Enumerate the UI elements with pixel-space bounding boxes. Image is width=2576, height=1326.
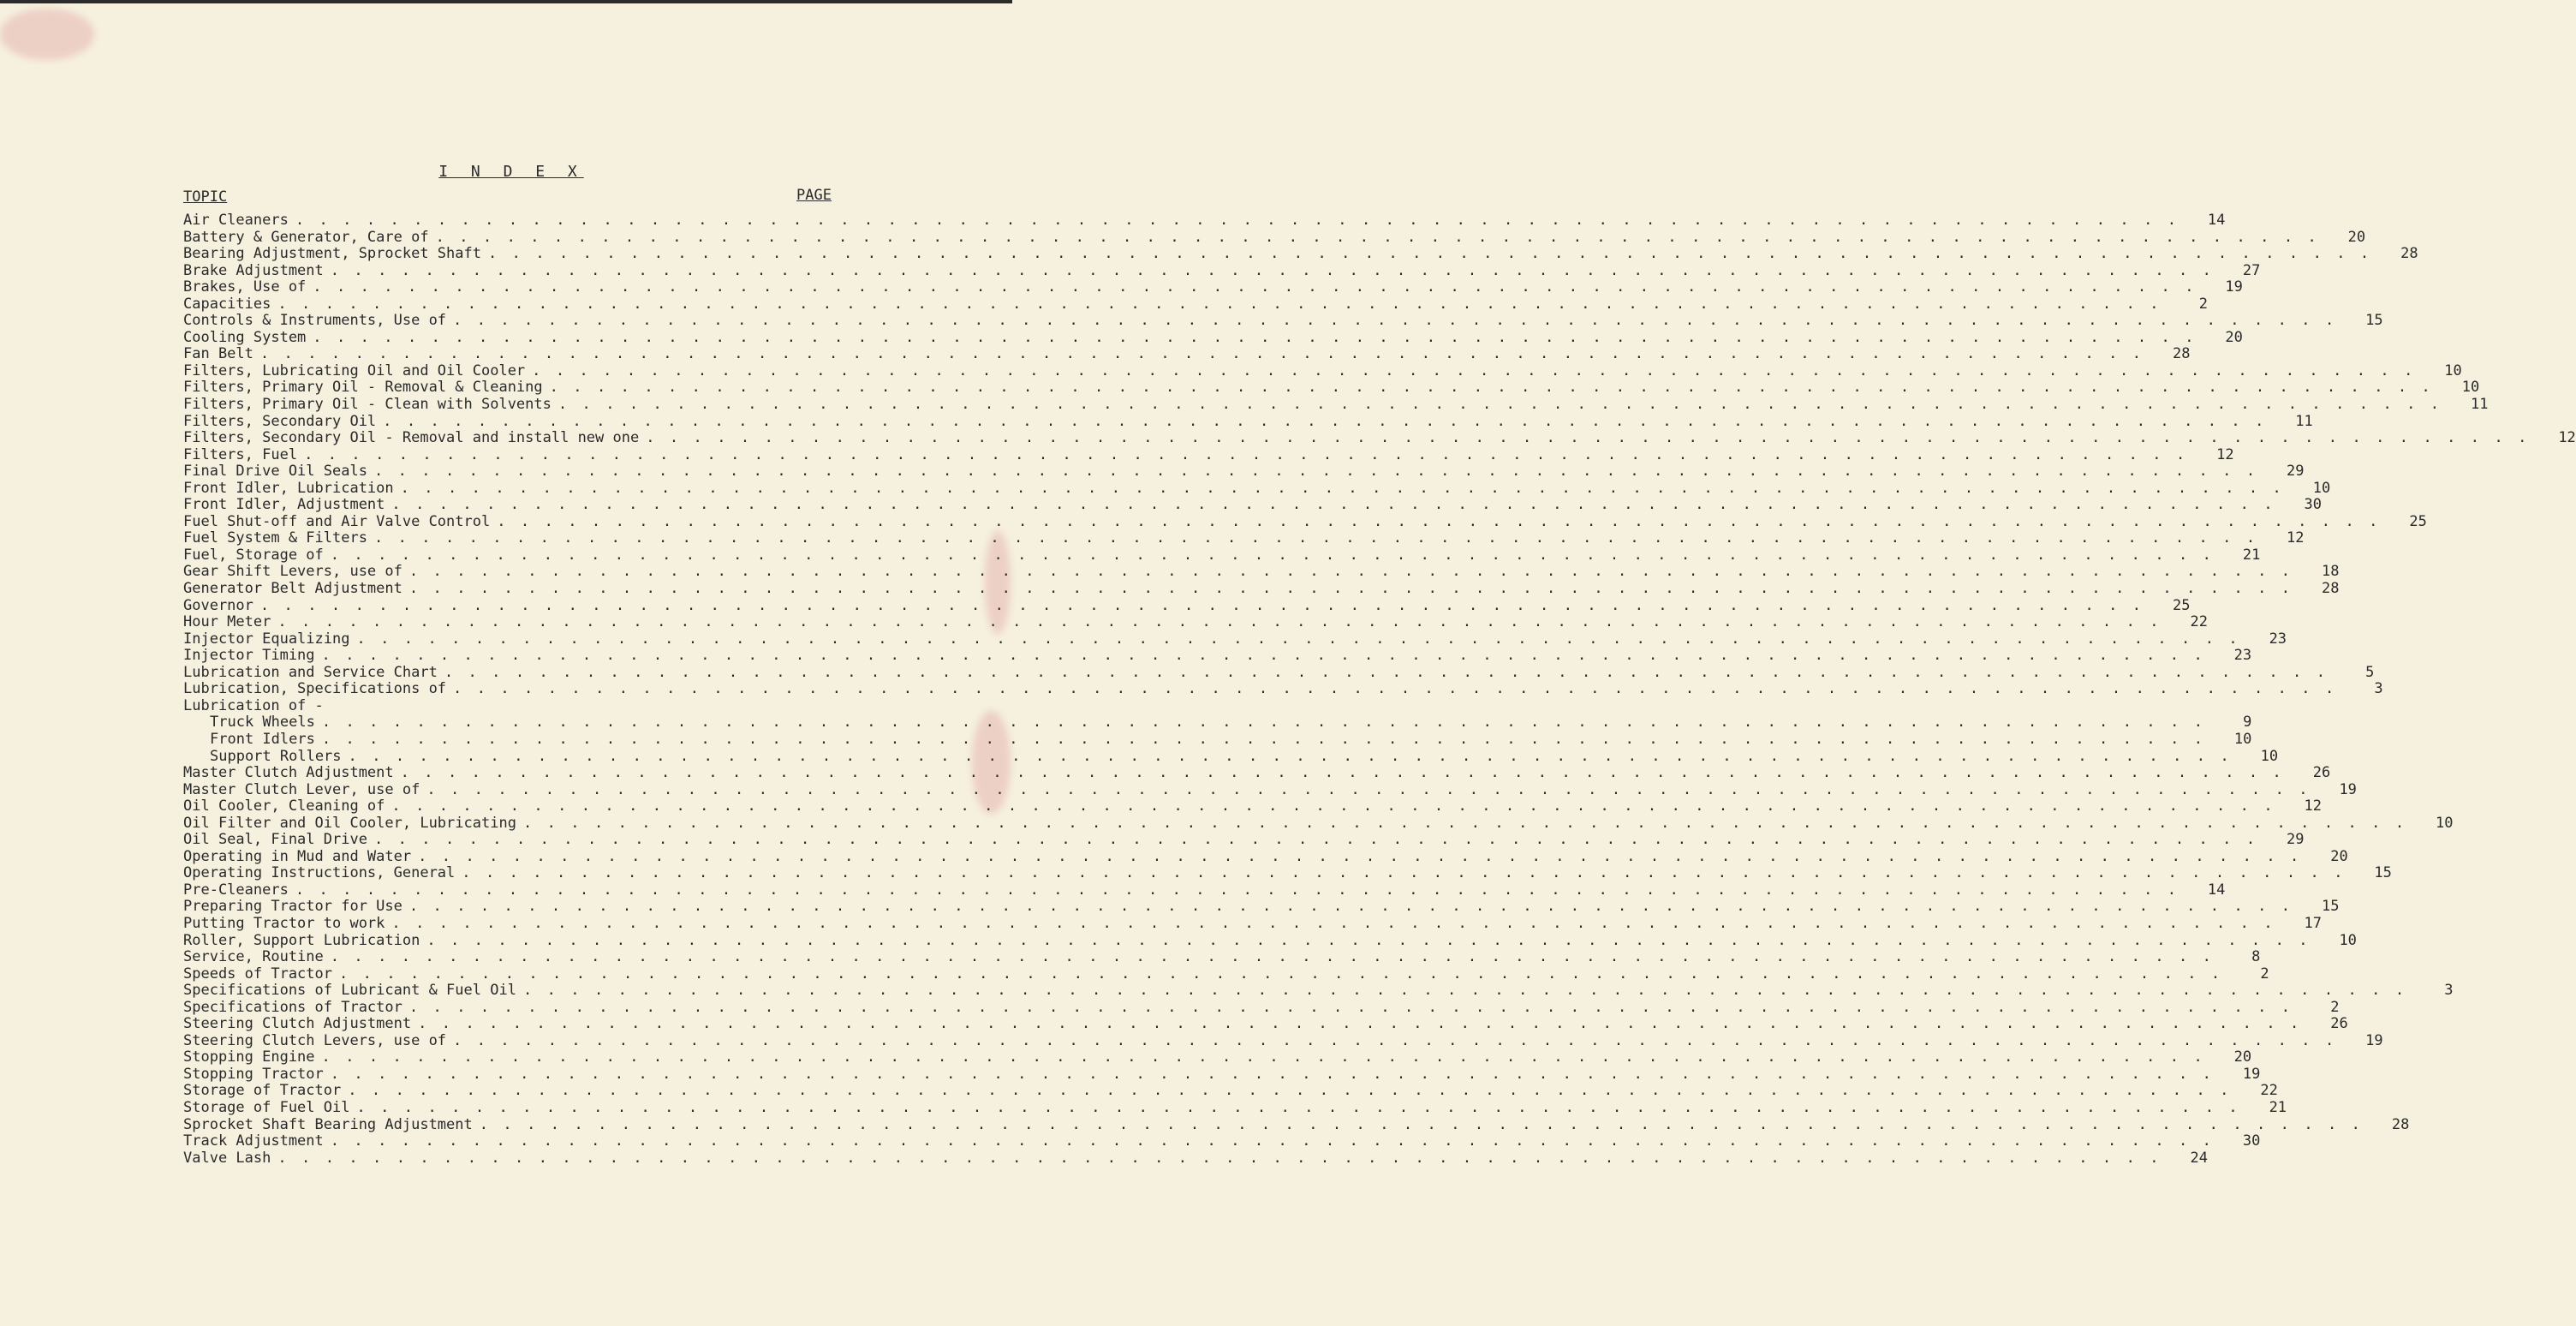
- index-entry-topic: Air Cleaners: [183, 212, 289, 229]
- index-entry: [183, 680, 2383, 698]
- index-entry-topic: Filters, Fuel: [183, 445, 298, 463]
- index-entry-page: 3: [2444, 982, 2454, 1000]
- index-entry-topic: Front Idler, Lubrication: [183, 479, 394, 497]
- index-entry: [183, 412, 2313, 431]
- dot-leader: . . . . . . . . . . . . . . . . . . . . . . . . . . . . . . . . . . . . . . . . . . . . . . . . . . . . . . . . . . . . . . . . . . . . . . . . . . . . . . . .: [330, 261, 2227, 279]
- index-entry-topic: Steering Clutch Adjustment: [183, 1015, 412, 1033]
- dot-leader: . . . . . . . . . . . . . . . . . . . . . . . . . . . . . . . . . . . . . . . . . . . . . . . . . . . . . . . . . . . . . . . . . . . . . . . . . . . . . . . .: [330, 1132, 2227, 1150]
- dot-leader: . . . . . . . . . . . . . . . . . . . . . . . . . . . . . . . . . . . . . . . . . . . . . . . . . . . . . . . . . . . . . . . . . . . . . . . . . . . . . . . .: [497, 512, 2393, 530]
- dot-leader: . . . . . . . . . . . . . . . . . . . . . . . . . . . . . . . . . . . . . . . . . . . . . . . . . . . . . . . . . . . . . . . . . . . . . . . . . . . . . . . .: [426, 780, 2323, 798]
- index-entry-page: 10: [2436, 814, 2454, 832]
- index-entry: [183, 881, 2226, 899]
- index-entry-topic: Gear Shift Levers, use of: [183, 563, 402, 581]
- index-entry-page: 21: [2269, 1098, 2287, 1116]
- index-entry: [183, 698, 834, 715]
- dot-leader: . . . . . . . . . . . . . . . . . . . . . . . . . . . . . . . . . . . . . . . . . . . . . . . . . . . . . . . . . . . . . . . . . . . . . . . . . . . . . . . .: [426, 931, 2323, 949]
- index-entry-page: 20: [2225, 328, 2243, 346]
- index-entry: [183, 445, 2234, 464]
- dot-leader: . . . . . . . . . . . . . . . . . . . . . . . . . . . . . . . . . . . . . . . . . . . . . . . . . . . . . . . . . . . . . . . . . . . . . . . . . . . . . . . .: [313, 278, 2209, 296]
- index-entry: [183, 780, 2357, 799]
- index-entry: [183, 361, 2462, 380]
- index-entry-topic: Brakes, Use of: [183, 278, 307, 296]
- index-entry: [183, 429, 2576, 447]
- index-entry: [183, 847, 2348, 866]
- dot-leader: . . . . . . . . . . . . . . . . . . . . . . . . . . . . . . . . . . . . . . . . . . . . . . . . . . . . . . . . . . . . . . . . . . . . . . . . . . . . . . . .: [408, 580, 2305, 598]
- index-entry-topic: Filters, Secondary Oil: [183, 412, 377, 430]
- page-top-edge: [0, 0, 1012, 3]
- index-entry-topic: Lubrication and Service Chart: [183, 663, 438, 681]
- dot-leader: . . . . . . . . . . . . . . . . . . . . . . . . . . . . . . . . . . . . . . . . . . . . . . . . . . . . . . . . . . . . . . . . . . . . . . . . . . . . . . . .: [373, 529, 2270, 547]
- index-entry-page: 15: [2365, 312, 2383, 330]
- index-entry-page: 12: [2216, 445, 2234, 463]
- index-entry-page: 20: [2330, 847, 2348, 865]
- index-entry-page: 29: [2287, 831, 2305, 849]
- index-entry: [183, 898, 2340, 916]
- index-entry-topic: Oil Filter and Oil Cooler, Lubricating: [183, 814, 516, 832]
- index-entry: [183, 529, 2305, 547]
- index-entry-topic: Filters, Primary Oil - Clean with Solvents: [183, 396, 552, 414]
- index-entry-topic: Oil Seal, Final Drive: [183, 831, 367, 849]
- index-entry-topic: Capacities: [183, 295, 271, 313]
- paper-stain: [0, 9, 94, 60]
- index-entry-page: 28: [2172, 345, 2191, 363]
- index-entry-topic: Steering Clutch Levers, use of: [183, 1031, 447, 1049]
- index-entry-topic: Specifications of Lubricant & Fuel Oil: [183, 982, 516, 1000]
- dot-leader: . . . . . . . . . . . . . . . . . . . . . . . . . . . . . . . . . . . . . . . . . . . . . . . . . . . . . . . . . . . . . . . . . . . . . . . . . . . . . . . .: [259, 345, 2156, 363]
- index-entry: [183, 396, 2489, 414]
- index-entry: [183, 998, 2340, 1017]
- dot-leader: . . . . . . . . . . . . . . . . . . . . . . . . . . . . . . . . . . . . . . . . . . . . . . . . . . . . . . . . . . . . . . . . . . . . . . . . . . . . . . . .: [453, 680, 2349, 698]
- index-entry: [183, 512, 2427, 531]
- dot-leader: . . . . . . . . . . . . . . . . . . . . . . . . . . . . . . . . . . . . . . . . . . . . . . . . . . . . . . . . . . . . . . . . . . . . . . . . . . . . . . . .: [259, 596, 2156, 614]
- index-entry-page: 14: [2207, 881, 2226, 899]
- index-entry: [183, 747, 2279, 766]
- index-entry-topic: Operating Instructions, General: [183, 864, 456, 882]
- dot-leader: . . . . . . . . . . . . . . . . . . . . . . . . . . . . . . . . . . . . . . . . . . . . . . . . . . . . . . . . . . . . . . . . . . . . . . . . . . . . . . . .: [400, 764, 2297, 782]
- index-entry-topic: Oil Cooler, Cleaning of: [183, 797, 385, 815]
- index-entry-topic: Generator Belt Adjustment: [183, 580, 402, 598]
- dot-leader: . . . . . . . . . . . . . . . . . . . . . . . . . . . . . . . . . . . . . . . . . . . . . . . . . . . . . . . . . . . . . . . . . . . . . . . . . . . . . . . .: [522, 982, 2419, 1000]
- index-entry: [183, 463, 2305, 481]
- index-entry-topic: Front Idler, Adjustment: [183, 496, 385, 514]
- index-entry: [183, 1132, 2261, 1150]
- index-entry-topic: Preparing Tractor for Use: [183, 898, 402, 916]
- index-entry-page: 22: [2260, 1082, 2278, 1100]
- index-entry: [183, 1115, 2410, 1134]
- index-entry: [183, 1082, 2278, 1100]
- dot-leader: . . . . . . . . . . . . . . . . . . . . . . . . . . . . . . . . . . . . . . . . . . . . . . . . . . . . . . . . . . . . . . . . . . . . . . . . . . . . . . . .: [313, 328, 2209, 346]
- index-entry: [183, 245, 2418, 263]
- dot-leader: . . . . . . . . . . . . . . . . . . . . . . . . . . . . . . . . . . . . . . . . . . . . . . . . . . . . . . . . . . . . . . . . . . . . . . . . . . . . . . . .: [277, 613, 2174, 631]
- index-entry-topic: Service, Routine: [183, 948, 324, 966]
- index-entry: [183, 663, 2375, 682]
- index-entry-page: 12: [2304, 797, 2322, 815]
- index-entry-topic: Master Clutch Adjustment: [183, 764, 394, 782]
- dot-leader: . . . . . . . . . . . . . . . . . . . . . . . . . . . . . . . . . . . . . . . . . . . . . . . . . . . . . . . . . . . . . . . . . . . . . . . . . . . . . . . .: [408, 563, 2305, 581]
- dot-leader: . . . . . . . . . . . . . . . . . . . . . . . . . . . . . . . . . . . . . . . . . . . . . . . . . . . . . . . . . . . . . . . . . . . . . . . . . . . . . . . .: [321, 647, 2218, 665]
- index-entry-page: 17: [2304, 914, 2322, 932]
- index-entry-topic: Fuel, Storage of: [183, 546, 324, 564]
- index-entry-topic: Front Idlers: [210, 730, 315, 748]
- index-entry-topic: Roller, Support Lubrication: [183, 931, 420, 949]
- index-entry: [183, 563, 2340, 581]
- index-entry-page: 26: [2312, 764, 2331, 782]
- index-entry-topic: Governor: [183, 596, 253, 614]
- dot-leader: . . . . . . . . . . . . . . . . . . . . . . . . . . . . . . . . . . . . . . . . . . . . . . . . . . . . . . . . . . . . . . . . . . . . . . . . . . . . . . . .: [356, 630, 2253, 648]
- dot-leader: . . . . . . . . . . . . . . . . . . . . . . . . . . . . . . . . . . . . . . . . . . . . . . . . . . . . . . . . . . . . . . . . . . . . . . . . . . . . . . . .: [321, 730, 2218, 748]
- dot-leader: . . . . . . . . . . . . . . . . . . . . . . . . . . . . . . . . . . . . . . . . . . . . . . . . . . . . . . . . . . . . . . . . . . . . . . . . . . . . . . . .: [373, 463, 2270, 481]
- index-entry-page: 24: [2190, 1149, 2208, 1167]
- dot-leader: . . . . . . . . . . . . . . . . . . . . . . . . . . . . . . . . . . . . . . . . . . . . . . . . . . . . . . . . . . . . . . . . . . . . . . . . . . . . . . . .: [488, 245, 2384, 263]
- index-entry: [183, 647, 2252, 665]
- index-entry-topic: Fuel System & Filters: [183, 529, 367, 547]
- dot-leader: . . . . . . . . . . . . . . . . . . . . . . . . . . . . . . . . . . . . . . . . . . . . . . . . . . . . . . . . . . . . . . . . . . . . . . . . . . . . . . . .: [391, 797, 2287, 815]
- dot-leader: . . . . . . . . . . . . . . . . . . . . . . . . . . . . . . . . . . . . . . . . . . . . . . . . . . . . . . . . . . . . . . . . . . . . . . . . . . . . . . . .: [522, 814, 2419, 832]
- dot-leader: . . . . . . . . . . . . . . . . . . . . . . . . . . . . . . . . . . . . . . . . . . . . . . . . . . . . . . . . . . . . . . . . . . . . . . . . . . . . . . . .: [408, 898, 2305, 916]
- index-entry-page: 30: [2242, 1132, 2261, 1150]
- index-entry-page: 23: [2233, 647, 2252, 665]
- index-entry-page: 15: [2321, 898, 2340, 916]
- index-entry-page: 27: [2242, 261, 2261, 279]
- index-entry-topic: Cooling System: [183, 328, 307, 346]
- index-entry-topic: Putting Tractor to work: [183, 914, 385, 932]
- dot-leader: . . . . . . . . . . . . . . . . . . . . . . . . . . . . . . . . . . . . . . . . . . . . . . . . . . . . . . . . . . . . . . . . . . . . . . . . . . . . . . . .: [549, 379, 2446, 397]
- index-entry-page: 21: [2242, 546, 2261, 564]
- index-entry: [183, 965, 2269, 983]
- index-entry-page: 10: [2312, 479, 2331, 497]
- index-entry-topic: Support Rollers: [210, 747, 342, 765]
- page-title: I N D E X: [438, 163, 584, 181]
- index-entry-page: 19: [2242, 1065, 2261, 1083]
- index-entry-topic: Stopping Tractor: [183, 1065, 324, 1083]
- index-entry-page: 8: [2251, 948, 2261, 966]
- index-entry-topic: Master Clutch Lever, use of: [183, 780, 420, 798]
- index-entry-page: 9: [2243, 714, 2252, 732]
- index-entry: [183, 714, 2252, 732]
- dot-leader: . . . . . . . . . . . . . . . . . . . . . . . . . . . . . . . . . . . . . . . . . . . . . . . . . . . . . . . . . . . . . . . . . . . . . . . . . . . . . . . .: [391, 496, 2287, 514]
- index-entry: [183, 596, 2191, 615]
- index-entry-page: 2: [2260, 965, 2269, 983]
- page-column-header: PAGE: [796, 187, 832, 204]
- index-entry-page: 19: [2225, 278, 2243, 296]
- index-entry-topic: Truck Wheels: [210, 714, 315, 732]
- index-list: [183, 212, 2576, 1167]
- index-entry: [183, 328, 2243, 347]
- topic-column-header: TOPIC: [183, 188, 228, 206]
- index-entry-page: 10: [2461, 379, 2480, 397]
- dot-leader: . . . . . . . . . . . . . . . . . . . . . . . . . . . . . . . . . . . . . . . . . . . . . . . . . . . . . . . . . . . . . . . . . . . . . . . . . . . . . . . .: [348, 1082, 2244, 1100]
- dot-leader: . . . . . . . . . . . . . . . . . . . . . . . . . . . . . . . . . . . . . . . . . . . . . . . . . . . . . . . . . . . . . . . . . . . . . . . . . . . . . . . .: [391, 914, 2287, 932]
- index-entry-page: 12: [2287, 529, 2305, 547]
- index-entry: [183, 1048, 2252, 1066]
- index-entry: [183, 914, 2322, 933]
- index-entry-page: 5: [2365, 663, 2375, 681]
- dot-leader: . . . . . . . . . . . . . . . . . . . . . . . . . . . . . . . . . . . . . . . . . . . . . . . . . . . . . . . . . . . . . . . . . . . . . . . . . . . . . . . .: [453, 1031, 2349, 1049]
- dot-leader: . . . . . . . . . . . . . . . . . . . . . . . . . . . . . . . . . . . . . . . . . . . . . . . . . . . . . . . . . . . . . . . . . . . . . . . . . . . . . . . .: [321, 1048, 2218, 1066]
- index-entry: [183, 261, 2261, 280]
- index-entry-topic: Fan Belt: [183, 345, 253, 363]
- index-entry-page: 20: [2347, 228, 2366, 246]
- dot-leader: . . . . . . . . . . . . . . . . . . . . . . . . . . . . . . . . . . . . . . . . . . . . . . . . . . . . . . . . . . . . . . . . . . . . . . . . . . . . . . . .: [418, 1015, 2314, 1033]
- index-entry: [183, 312, 2383, 330]
- dot-leader: . . . . . . . . . . . . . . . . . . . . . . . . . . . . . . . . . . . . . . . . . . . . . . . . . . . . . . . . . . . . . . . . . . . . . . . . . . . . . . . .: [400, 479, 2297, 497]
- index-entry: [183, 814, 2454, 833]
- index-entry: [183, 1065, 2261, 1084]
- index-entry-topic: Injector Timing: [183, 647, 315, 665]
- index-entry-page: 2: [2198, 295, 2208, 313]
- dot-leader: . . . . . . . . . . . . . . . . . . . . . . . . . . . . . . . . . . . . . . . . . . . . . . . . . . . . . . . . . . . . . . . . . . . . . . . . . . . . . . . .: [277, 1149, 2174, 1167]
- index-entry-page: 25: [2172, 596, 2191, 614]
- index-entry-page: 10: [2444, 361, 2462, 379]
- index-entry-page: 12: [2558, 429, 2576, 447]
- dot-leader: . . . . . . . . . . . . . . . . . . . . . . . . . . . . . . . . . . . . . . . . . . . . . . . . . . . . . . . . . . . . . . . . . . . . . . . . . . . . . . . .: [277, 295, 2174, 313]
- index-entry: [183, 1098, 2287, 1117]
- dot-leader: . . . . . . . . . . . . . . . . . . . . . . . . . . . . . . . . . . . . . . . . . . . . . . . . . . . . . . . . . . . . . . . . . . . . . . . . . . . . . . . .: [558, 396, 2454, 414]
- index-entry: [183, 228, 2366, 247]
- dot-leader: . . . . . . . . . . . . . . . . . . . . . . . . . . . . . . . . . . . . . . . . . . . . . . . . . . . . . . . . . . . . . . . . . . . . . . . . . . . . . . . .: [330, 948, 2227, 966]
- index-entry: [183, 613, 2208, 631]
- index-entry: [183, 797, 2322, 815]
- index-entry: [183, 864, 2392, 882]
- index-entry: [183, 345, 2191, 363]
- index-entry-topic: Brake Adjustment: [183, 261, 324, 279]
- dot-leader: . . . . . . . . . . . . . . . . . . . . . . . . . . . . . . . . . . . . . . . . . . . . . . . . . . . . . . . . . . . . . . . . . . . . . . . . . . . . . . . .: [435, 228, 2332, 246]
- index-entry-page: 25: [2409, 512, 2427, 530]
- index-entry: [183, 479, 2331, 498]
- index-entry-topic: Final Drive Oil Seals: [183, 463, 367, 481]
- index-entry-page: 3: [2374, 680, 2383, 698]
- dot-leader: . . . . . . . . . . . . . . . . . . . . . . . . . . . . . . . . . . . . . . . . . . . . . . . . . . . . . . . . . . . . . . . . . . . . . . . . . . . . . . . .: [418, 847, 2314, 865]
- index-entry-topic: Stopping Engine: [183, 1048, 315, 1066]
- index-entry: [183, 278, 2243, 296]
- index-entry-page: 14: [2207, 212, 2226, 229]
- index-entry-page: 20: [2233, 1048, 2252, 1066]
- index-entry-page: 23: [2269, 630, 2287, 648]
- index-entry-page: 30: [2304, 496, 2322, 514]
- dot-leader: . . . . . . . . . . . . . . . . . . . . . . . . . . . . . . . . . . . . . . . . . . . . . . . . . . . . . . . . . . . . . . . . . . . . . . . . . . . . . . . .: [295, 881, 2191, 899]
- index-entry: [183, 948, 2261, 966]
- index-entry-page: 28: [2400, 245, 2418, 263]
- dot-leader: . . . . . . . . . . . . . . . . . . . . . . . . . . . . . . . . . . . . . . . . . . . . . . . . . . . . . . . . . . . . . . . . . . . . . . . . . . . . . . . .: [479, 1115, 2376, 1133]
- index-entry-topic: Lubrication of -: [183, 696, 324, 714]
- index-entry-page: 28: [2391, 1115, 2410, 1133]
- dot-leader: . . . . . . . . . . . . . . . . . . . . . . . . . . . . . . . . . . . . . . . . . . . . . . . . . . . . . . . . . . . . . . . . . . . . . . . . . . . . . . . .: [330, 1065, 2227, 1083]
- dot-leader: . . . . . . . . . . . . . . . . . . . . . . . . . . . . . . . . . . . . . . . . . . . . . . . . . . . . . . . . . . . . . . . . . . . . . . . . . . . . . . . .: [383, 412, 2279, 430]
- index-entry: [183, 730, 2252, 749]
- index-entry: [183, 982, 2454, 1000]
- index-entry-topic: Lubrication, Specifications of: [183, 680, 447, 698]
- dot-leader: . . . . . . . . . . . . . . . . . . . . . . . . . . . . . . . . . . . . . . . . . . . . . . . . . . . . . . . . . . . . . . . . . . . . . . . . . . . . . . . .: [453, 312, 2349, 330]
- index-entry: [183, 1015, 2348, 1033]
- dot-leader: . . . . . . . . . . . . . . . . . . . . . . . . . . . . . . . . . . . . . . . . . . . . . . . . . . . . . . . . . . . . . . . . . . . . . . . . . . . . . . . .: [356, 1098, 2253, 1116]
- index-entry-page: 11: [2470, 396, 2489, 414]
- index-entry-page: 19: [2339, 780, 2357, 798]
- index-entry: [183, 580, 2340, 598]
- dot-leader: . . . . . . . . . . . . . . . . . . . . . . . . . . . . . . . . . . . . . . . . . . . . . . . . . . . . . . . . . . . . . . . . . . . . . . . . . . . . . . . .: [408, 998, 2305, 1016]
- index-entry-topic: Pre-Cleaners: [183, 881, 289, 899]
- index-entry-topic: Bearing Adjustment, Sprocket Shaft: [183, 245, 481, 263]
- index-entry-topic: Controls & Instruments, Use of: [183, 312, 447, 330]
- index-entry-page: 29: [2287, 463, 2305, 481]
- index-entry-topic: Filters, Primary Oil - Removal & Cleaning: [183, 379, 543, 397]
- index-entry-topic: Injector Equalizing: [183, 630, 350, 648]
- dot-leader: . . . . . . . . . . . . . . . . . . . . . . . . . . . . . . . . . . . . . . . . . . . . . . . . . . . . . . . . . . . . . . . . . . . . . . . . . . . . . . . .: [462, 864, 2358, 882]
- index-entry-topic: Speeds of Tractor: [183, 965, 332, 983]
- dot-leader: . . . . . . . . . . . . . . . . . . . . . . . . . . . . . . . . . . . . . . . . . . . . . . . . . . . . . . . . . . . . . . . . . . . . . . . . . . . . . . . .: [444, 663, 2340, 681]
- index-entry-page: 10: [2339, 931, 2357, 949]
- index-entry-topic: Filters, Lubricating Oil and Oil Cooler: [183, 361, 526, 379]
- index-entry-topic: Track Adjustment: [183, 1132, 324, 1150]
- index-entry-topic: Filters, Secondary Oil - Removal and install new one: [183, 429, 640, 447]
- index-entry: [183, 212, 2226, 230]
- index-entry: [183, 496, 2322, 514]
- dot-leader: . . . . . . . . . . . . . . . . . . . . . . . . . . . . . . . . . . . . . . . . . . . . . . . . . . . . . . . . . . . . . . . . . . . . . . . . . . . . . . . .: [295, 212, 2191, 229]
- index-entry: [183, 1149, 2208, 1168]
- index-entry-page: 11: [2295, 412, 2313, 430]
- dot-leader: . . . . . . . . . . . . . . . . . . . . . . . . . . . . . . . . . . . . . . . . . . . . . . . . . . . . . . . . . . . . . . . . . . . . . . . . . . . . . . . .: [339, 965, 2235, 983]
- index-entry-topic: Sprocket Shaft Bearing Adjustment: [183, 1115, 473, 1133]
- dot-leader: . . . . . . . . . . . . . . . . . . . . . . . . . . . . . . . . . . . . . . . . . . . . . . . . . . . . . . . . . . . . . . . . . . . . . . . . . . . . . . . .: [646, 429, 2542, 447]
- dot-leader: . . . . . . . . . . . . . . . . . . . . . . . . . . . . . . . . . . . . . . . . . . . . . . . . . . . . . . . . . . . . . . . . . . . . . . . . . . . . . . . .: [321, 714, 2218, 732]
- index-entry: [183, 764, 2331, 782]
- dot-leader: . . . . . . . . . . . . . . . . . . . . . . . . . . . . . . . . . . . . . . . . . . . . . . . . . . . . . . . . . . . . . . . . . . . . . . . . . . . . . . . .: [304, 445, 2200, 463]
- index-entry-topic: Storage of Tractor: [183, 1082, 342, 1100]
- index-entry-page: 22: [2190, 613, 2208, 631]
- index-entry-page: 15: [2374, 864, 2392, 882]
- index-entry-topic: Valve Lash: [183, 1149, 271, 1167]
- index-entry: [183, 931, 2357, 950]
- index-entry: [183, 1031, 2383, 1050]
- index-entry-topic: Storage of Fuel Oil: [183, 1098, 350, 1116]
- index-entry-page: 10: [2233, 730, 2252, 748]
- index-entry-page: 10: [2260, 747, 2279, 765]
- dot-leader: . . . . . . . . . . . . . . . . . . . . . . . . . . . . . . . . . . . . . . . . . . . . . . . . . . . . . . . . . . . . . . . . . . . . . . . . . . . . . . . .: [532, 361, 2428, 379]
- index-entry-topic: Operating in Mud and Water: [183, 847, 412, 865]
- dot-leader: . . . . . . . . . . . . . . . . . . . . . . . . . . . . . . . . . . . . . . . . . . . . . . . . . . . . . . . . . . . . . . . . . . . . . . . . . . . . . . . .: [373, 831, 2270, 849]
- index-entry-page: 2: [2330, 998, 2340, 1016]
- index-entry: [183, 295, 2208, 314]
- index-entry-topic: Fuel Shut-off and Air Valve Control: [183, 512, 491, 530]
- index-entry-topic: Specifications of Tractor: [183, 998, 402, 1016]
- index-entry-topic: Battery & Generator, Care of: [183, 228, 429, 246]
- index-entry-page: 26: [2330, 1015, 2348, 1033]
- index-entry-page: 19: [2365, 1031, 2383, 1049]
- index-entry: [183, 379, 2480, 397]
- dot-leader: . . . . . . . . . . . . . . . . . . . . . . . . . . . . . . . . . . . . . . . . . . . . . . . . . . . . . . . . . . . . . . . . . . . . . . . . . . . . . . . .: [330, 546, 2227, 564]
- index-entry-page: 28: [2321, 580, 2340, 598]
- index-entry-page: 18: [2321, 563, 2340, 581]
- index-entry: [183, 546, 2261, 564]
- dot-leader: . . . . . . . . . . . . . . . . . . . . . . . . . . . . . . . . . . . . . . . . . . . . . . . . . . . . . . . . . . . . . . . . . . . . . . . . . . . . . . . .: [348, 747, 2245, 765]
- index-entry: [183, 831, 2305, 849]
- index-entry: [183, 630, 2287, 648]
- index-entry-topic: Hour Meter: [183, 613, 271, 631]
